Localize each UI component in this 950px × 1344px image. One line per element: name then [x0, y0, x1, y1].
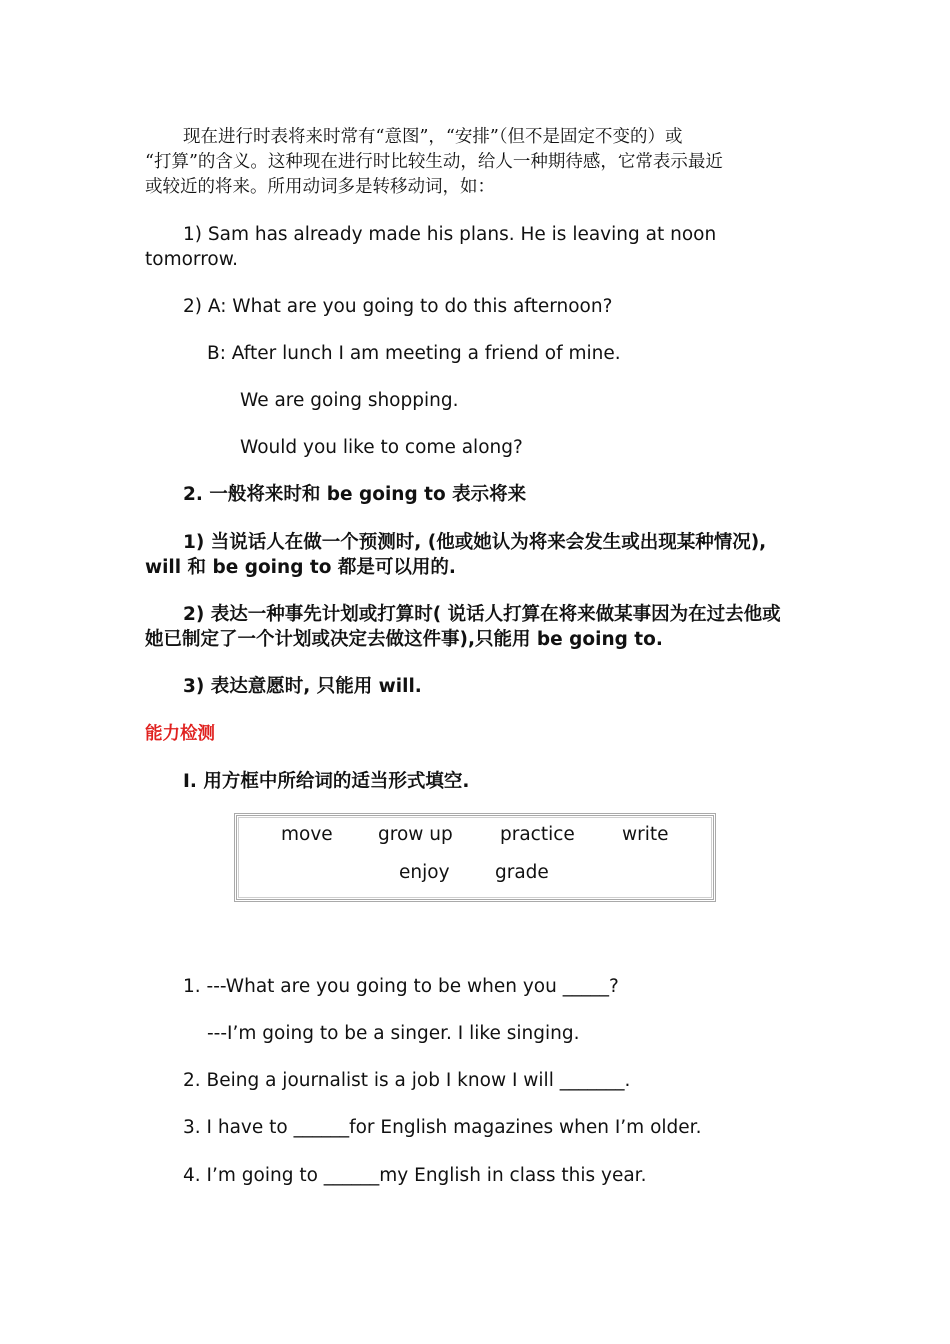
word-write: write	[622, 824, 669, 845]
word-practice: practice	[500, 824, 575, 845]
word-move: move	[281, 824, 333, 845]
rule-2-line-1: 2) 表达一种事先计划或打算时( 说话人打算在将来做某事因为在过去他或	[183, 604, 781, 625]
intro-line-1: 现在进行时表将来时常有“意图”，“安排”（但不是固定不变的）或	[183, 127, 683, 147]
rule-1-line-2: will 和 be going to 都是可以用的.	[145, 557, 456, 578]
question-1: 1. ---What are you going to be when you _____?	[183, 976, 619, 997]
word-enjoy: enjoy	[399, 862, 450, 883]
section-2-heading: 2. 一般将来时和 be going to 表示将来	[183, 484, 527, 505]
word-grade: grade	[495, 862, 549, 883]
example-1-line-2: tomorrow.	[145, 249, 239, 270]
question-1-answer: ---I’m going to be a singer. I like singing.	[207, 1023, 580, 1044]
word-box	[234, 813, 716, 902]
rule-1-line-1: 1) 当说话人在做一个预测时, (他或她认为将来会发生或出现某种情况),	[183, 532, 767, 553]
example-2-a: 2) A: What are you going to do this afternoon?	[183, 296, 613, 317]
rule-2-line-2: 她已制定了一个计划或决定去做这件事),只能用 be going to.	[145, 629, 663, 650]
question-2: 2. Being a journalist is a job I know I will _______.	[183, 1070, 631, 1091]
intro-line-2: “打算”的含义。这种现在进行时比较生动，给人一种期待感，它常表示最近	[145, 152, 723, 172]
intro-line-3: 或较近的将来。所用动词多是转移动词，如：	[145, 177, 495, 197]
word-grow-up: grow up	[378, 824, 453, 845]
example-2-b-2: We are going shopping.	[240, 390, 459, 411]
question-4: 4. I’m going to ______my English in class this year.	[183, 1165, 647, 1186]
example-2-b: B: After lunch I am meeting a friend of mine.	[207, 343, 621, 364]
rule-3: 3) 表达意愿时, 只能用 will.	[183, 676, 422, 697]
question-3: 3. I have to ______for English magazines when I’m older.	[183, 1117, 702, 1138]
example-1-line-1: 1) Sam has already made his plans. He is leaving at noon	[183, 224, 717, 245]
exercise-instruction: I. 用方框中所给词的适当形式填空.	[183, 771, 470, 792]
ability-check-title: 能力检测	[145, 724, 215, 744]
example-2-b-3: Would you like to come along?	[240, 437, 523, 458]
